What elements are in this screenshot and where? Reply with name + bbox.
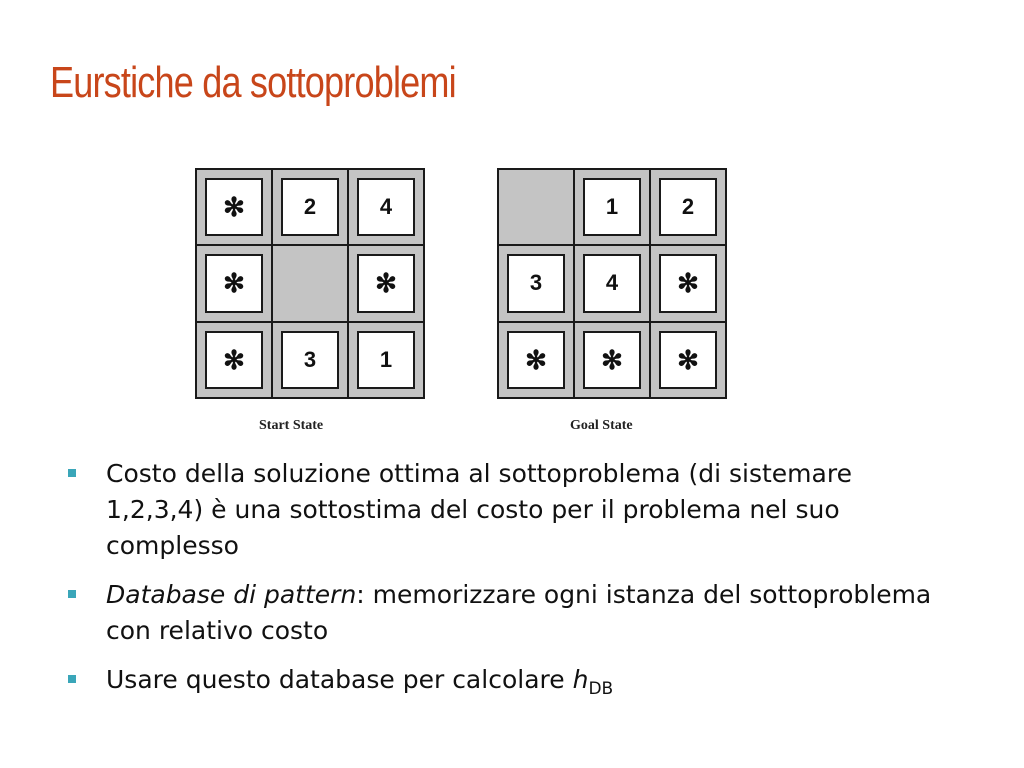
wildcard-tile: ✻ [357,254,415,312]
bullet-marker-icon [68,469,76,477]
puzzle-cell [499,323,573,397]
wildcard-tile: ✻ [659,254,717,312]
goal-state-board [497,168,727,399]
puzzle-cell [273,170,347,244]
slide-title: Eurstiche da sottoproblemi [50,58,456,107]
wildcard-tile: ✻ [507,331,565,389]
number-tile: 3 [507,254,565,312]
number-tile: 4 [357,178,415,236]
bullet-item [68,577,948,649]
puzzle-cell [273,323,347,397]
start-state-caption: Start State [259,418,324,433]
number-tile: 1 [583,178,641,236]
bullet-term: Database di pattern [106,580,357,609]
puzzle-cell [197,246,271,320]
puzzle-cell [197,170,271,244]
wildcard-tile: ✻ [205,254,263,312]
puzzle-cell [651,323,725,397]
puzzle-cell [651,246,725,320]
number-tile: 3 [281,331,339,389]
number-tile: 4 [583,254,641,312]
puzzle-cell [349,246,423,320]
wildcard-tile: ✻ [205,331,263,389]
goal-state-caption: Goal State [570,418,633,433]
puzzle-cell [499,246,573,320]
empty-cell [499,170,573,244]
bullet-item [68,662,948,698]
bullet-text: Costo della soluzione ottima al sottoproblema (di sistemare 1,2,3,4) è una sottostima del costo per il problema nel suo complesso [106,459,852,560]
bullet-item [68,456,948,564]
wildcard-tile: ✻ [205,178,263,236]
bullet-marker-icon [68,675,76,683]
heuristic-symbol: h [572,665,589,694]
wildcard-tile: ✻ [583,331,641,389]
puzzle-cell [651,170,725,244]
number-tile: 2 [659,178,717,236]
puzzle-cell [575,170,649,244]
bullet-list [68,456,948,711]
bullet-text: Usare questo database per calcolare [106,665,573,694]
puzzle-cell [349,323,423,397]
wildcard-tile: ✻ [659,331,717,389]
bullet-text: : memorizzare ogni istanza del sottoproblema con relativo costo [106,580,932,645]
bullet-marker-icon [68,590,76,598]
puzzle-cell [349,170,423,244]
start-state-board [195,168,425,399]
puzzle-cell [197,323,271,397]
heuristic-subscript: DB [588,679,614,699]
number-tile: 1 [357,331,415,389]
puzzle-cell [575,323,649,397]
number-tile: 2 [281,178,339,236]
puzzle-cell [575,246,649,320]
empty-cell [273,246,347,320]
